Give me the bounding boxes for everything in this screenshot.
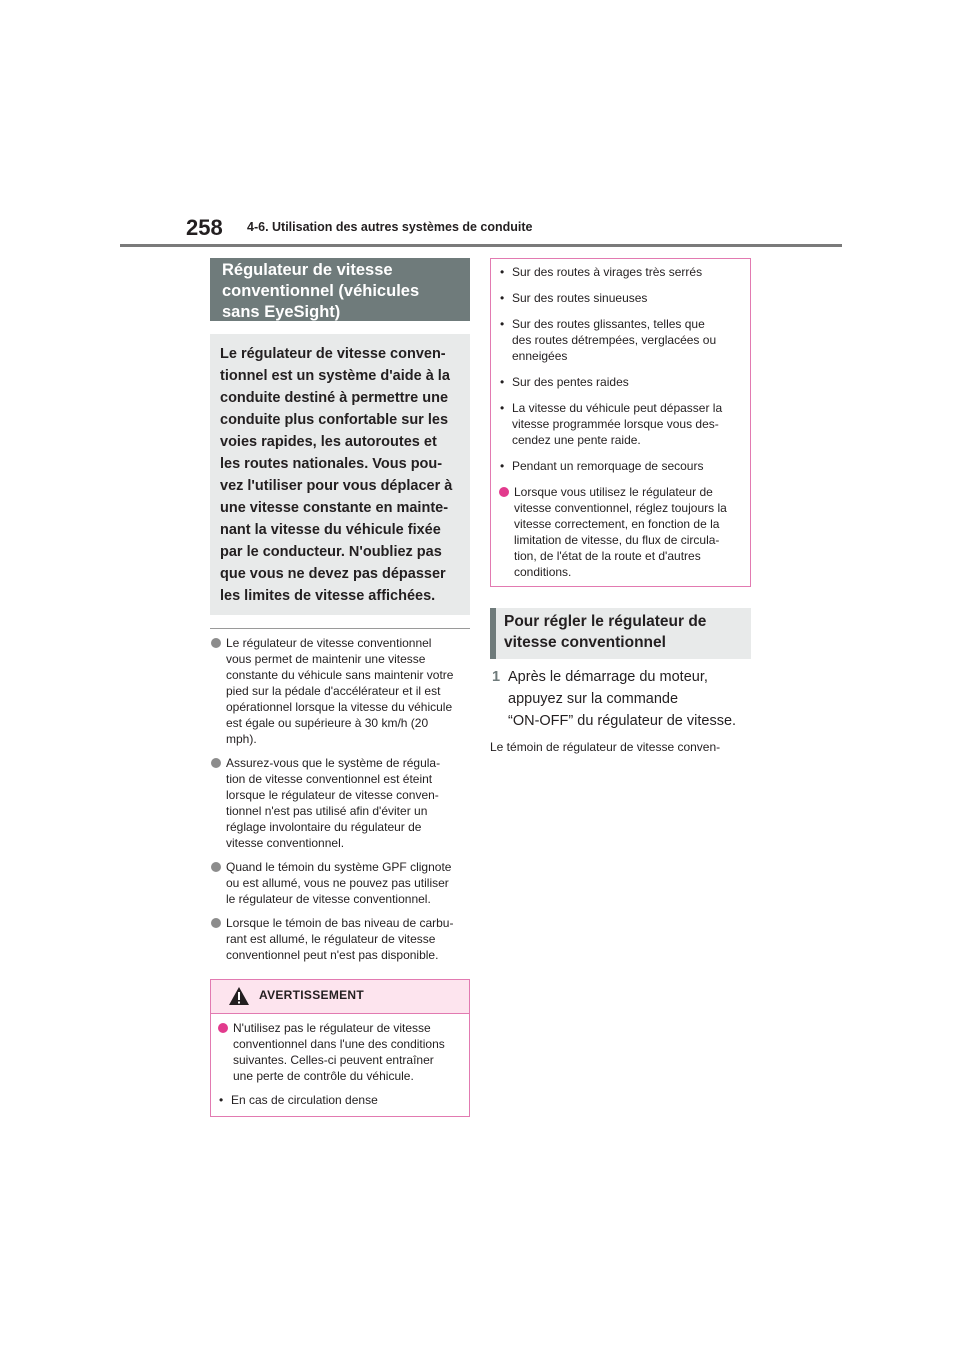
list-item: • Sur des routes à virages très serrés (500, 265, 703, 279)
list-item: • Sur des routes glissantes, telles que des routes détrempées, verglacées ou enneigées (500, 317, 717, 363)
intro-line: conduite plus confortable sur les (220, 412, 449, 428)
intro-line: une vitesse constante en mainte- (220, 500, 449, 516)
list-item: N'utilisez pas le régulateur de vitesse conventionnel dans l'une des conditions suivantes. Celles-ci peuvent entraîner une perte de contrôle du véhicule. (217, 1020, 461, 1084)
bullet-mark-icon: • (500, 317, 505, 331)
section-title-line: Régulateur de vitesse (222, 261, 393, 279)
subsection-title: Pour régler le régulateur de vitesse conventionnel (490, 608, 751, 659)
header-rule (120, 244, 842, 247)
notes-list (210, 635, 470, 963)
bullet-mark-icon: • (500, 459, 505, 473)
list-item: Assurez-vous que le système de régula- tion de vitesse conventionnel est éteint lorsque le régulateur de vitesse conven- tionnel n'est pas utilisé afin d'éviter un réglage involontaire du régulateur de vitesse conventionnel. (210, 755, 470, 851)
bullet-mark-icon: • (219, 1093, 224, 1107)
list-item: Quand le témoin du système GPF clignote ou est allumé, vous ne pouvez pas utiliser le régulateur de vitesse conventionnel. (210, 859, 470, 907)
list-item: Lorsque le témoin de bas niveau de carbu- rant est allumé, le régulateur de vitesse conventionnel peut n'est pas disponible. (210, 915, 470, 963)
intro-line: voies rapides, les autoroutes et (220, 434, 437, 450)
bullet-dot-icon (211, 918, 221, 928)
warning-body (211, 1014, 469, 1116)
warning-list (498, 484, 743, 580)
intro-line: les limites de vitesse affichées. (220, 588, 436, 604)
intro-line: vez l'utiliser pour vous déplacer à (220, 478, 453, 494)
warning-list (217, 1020, 461, 1084)
intro-line: conduite destiné à permettre une (220, 390, 449, 406)
warning-box (210, 979, 470, 1117)
intro-line: les routes nationales. Vous pou- (220, 456, 443, 472)
bullet-mark-icon: • (500, 375, 505, 389)
list-item: Lorsque vous utilisez le régulateur de vitesse conventionnel, réglez toujours la vitesse correctement, en fonction de la limitation de vitesse, du flux de circula- tion, de l'état de la route et d'autres conditions. (498, 484, 743, 580)
warning-sub-list (217, 1092, 461, 1108)
warning-continuation-box (490, 258, 751, 587)
section-title (210, 258, 470, 321)
intro-line: Le régulateur de vitesse conven- (220, 346, 446, 362)
intro-line: nant la vitesse du véhicule fixée (220, 522, 441, 538)
section-title-line: sans EyeSight) (222, 303, 341, 321)
bullet-dot-icon (211, 862, 221, 872)
intro-line: par le conducteur. N'oubliez pas (220, 544, 442, 560)
intro-box (210, 334, 470, 615)
left-column (210, 258, 470, 1117)
divider (210, 628, 470, 629)
list-item: • Pendant un remorquage de secours (500, 459, 704, 473)
warning-header (211, 980, 469, 1014)
chapter-title: 4-6. Utilisation des autres systèmes de conduite (247, 220, 533, 234)
list-item: Le régulateur de vitesse conventionnel vous permet de maintenir une vitesse constante du véhicule sans maintenir votre pied sur la pédale d'accélérateur et il est opérationnel lorsque la vitesse du véhicule est égale ou supérieure à 30 km/h (20 mph). (210, 635, 470, 747)
step-item: 1 Après le démarrage du moteur, appuyez sur la commande “ON-OFF” du régulateur de vitesse. (490, 666, 751, 732)
bullet-mark-icon: • (500, 291, 505, 305)
warning-title: AVERTISSEMENT (259, 988, 365, 1002)
conditions-list (498, 264, 743, 474)
list-item: • Sur des routes sinueuses (500, 291, 648, 305)
warning-triangle-icon (228, 986, 250, 1006)
body-text: Le témoin de régulateur de vitesse conven- (490, 740, 721, 754)
list-item: • En cas de circulation dense (219, 1093, 378, 1107)
right-column (490, 258, 751, 755)
bullet-mark-icon: • (500, 401, 505, 415)
bullet-mark-icon: • (500, 265, 505, 279)
list-item: • Sur des pentes raides (500, 375, 629, 389)
bullet-dot-icon (211, 638, 221, 648)
intro-line: tionnel est un système d'aide à la (220, 368, 450, 384)
section-title-line: conventionnel (véhicules (222, 282, 420, 300)
list-item: • La vitesse du véhicule peut dépasser la vitesse programmée lorsque vous des- cendez une pente raide. (500, 401, 723, 447)
bullet-dot-icon (499, 487, 509, 497)
intro-line: que vous ne devez pas dépasser (220, 566, 446, 582)
step-number: 1 (492, 669, 501, 685)
page-number: 258 (186, 215, 223, 240)
bullet-dot-icon (218, 1023, 228, 1033)
bullet-dot-icon (211, 758, 221, 768)
